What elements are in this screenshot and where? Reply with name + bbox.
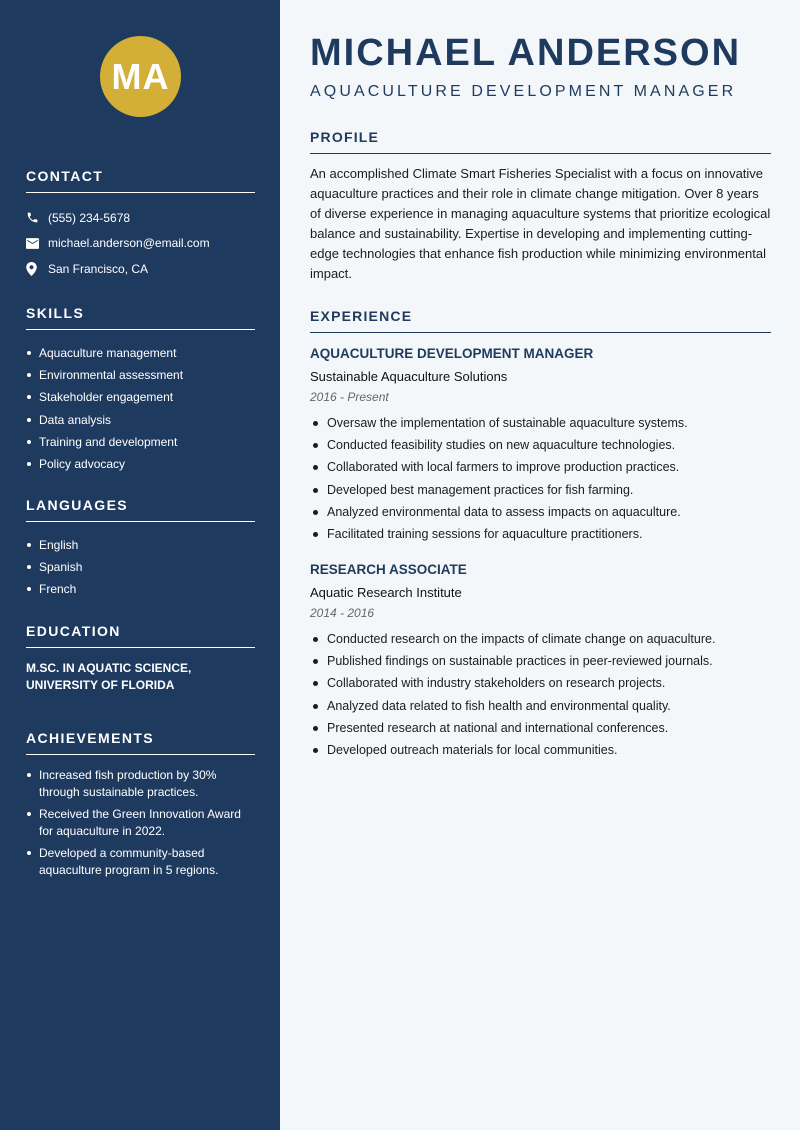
job-bullet: Presented research at national and international conferences.	[310, 717, 771, 739]
job-bullet: Developed best management practices for fish farming.	[310, 479, 771, 501]
job-bullet: Analyzed environmental data to assess impacts on aquaculture.	[310, 501, 771, 523]
job-title: RESEARCH ASSOCIATE	[310, 562, 467, 577]
profile-text: An accomplished Climate Smart Fisheries Specialist with a focus on innovative aquaculture practices and their role in climate change mitigation. Over 8 years of diverse experience in managing aquaculture systems that prioritize ecological balance and sustainability. Expertise in developing and implementing cutting-edge technologies that enhance fish production while minimizing environmental impact.	[310, 166, 771, 281]
avatar: MA	[100, 36, 181, 117]
contact-section	[26, 168, 255, 282]
achievement-item: Received the Green Innovation Award for aquaculture in 2022.	[26, 806, 255, 840]
job-company: Sustainable Aquaculture Solutions	[310, 369, 508, 384]
contact-phone	[26, 205, 255, 231]
job-entry	[310, 562, 771, 761]
candidate-title: AQUACULTURE DEVELOPMENT MANAGER	[310, 83, 737, 100]
job-bullet: Facilitated training sessions for aquaculture practitioners.	[310, 523, 771, 545]
job-entry	[310, 346, 771, 545]
skill-item: Aquaculture management	[26, 342, 255, 364]
profile-section	[310, 129, 771, 284]
skill-item: Stakeholder engagement	[26, 386, 255, 408]
language-item: English	[26, 534, 255, 556]
achievement-item: Developed a community-based aquaculture program in 5 regions.	[26, 845, 255, 879]
candidate-name: MICHAEL ANDERSON	[310, 32, 742, 74]
job-bullet: Developed outreach materials for local communities.	[310, 739, 771, 761]
language-item: Spanish	[26, 556, 255, 578]
education-degree: M.SC. IN AQUATIC SCIENCE,	[26, 661, 192, 675]
skills-list	[26, 342, 255, 475]
job-bullet: Oversaw the implementation of sustainable aquaculture systems.	[310, 412, 771, 434]
job-company: Aquatic Research Institute	[310, 585, 462, 600]
experience-heading: EXPERIENCE	[310, 308, 771, 333]
languages-heading: LANGUAGES	[26, 497, 255, 522]
phone-text: (555) 234-5678	[48, 210, 131, 225]
education-heading: EDUCATION	[26, 623, 255, 648]
achievements-heading: ACHIEVEMENTS	[26, 730, 255, 755]
sidebar	[0, 0, 280, 1130]
language-item: French	[26, 578, 255, 600]
job-bullet: Published findings on sustainable practices in peer-reviewed journals.	[310, 650, 771, 672]
skills-heading: SKILLS	[26, 305, 255, 330]
job-bullet: Analyzed data related to fish health and environmental quality.	[310, 695, 771, 717]
location-text: San Francisco, CA	[48, 261, 149, 276]
languages-section	[26, 497, 255, 601]
mail-icon	[26, 238, 48, 249]
skill-item: Environmental assessment	[26, 364, 255, 386]
achievement-item: Increased fish production by 30% through sustainable practices.	[26, 767, 255, 801]
contact-location	[26, 256, 255, 282]
education-school: UNIVERSITY OF FLORIDA	[26, 678, 175, 692]
job-bullets	[310, 628, 771, 761]
profile-heading: PROFILE	[310, 129, 771, 154]
job-bullet: Collaborated with local farmers to improve production practices.	[310, 456, 771, 478]
skill-item: Training and development	[26, 431, 255, 453]
skills-section	[26, 305, 255, 475]
job-dates: 2014 - 2016	[310, 606, 375, 620]
achievements-section	[26, 730, 255, 884]
email-link[interactable]: michael.anderson@email.com	[48, 236, 210, 251]
contact-email	[26, 231, 255, 257]
achievements-list	[26, 767, 255, 879]
education-section	[26, 623, 255, 694]
languages-list	[26, 534, 255, 601]
job-bullet: Conducted research on the impacts of climate change on aquaculture.	[310, 628, 771, 650]
job-bullet: Collaborated with industry stakeholders on research projects.	[310, 672, 771, 694]
location-pin-icon	[26, 262, 48, 276]
contact-heading: CONTACT	[26, 168, 255, 193]
job-dates: 2016 - Present	[310, 390, 389, 404]
job-title: AQUACULTURE DEVELOPMENT MANAGER	[310, 346, 594, 361]
job-bullet: Conducted feasibility studies on new aquaculture technologies.	[310, 434, 771, 456]
skill-item: Policy advocacy	[26, 453, 255, 475]
phone-icon	[26, 211, 48, 224]
job-bullets	[310, 412, 771, 545]
experience-section	[310, 308, 771, 343]
skill-item: Data analysis	[26, 409, 255, 431]
